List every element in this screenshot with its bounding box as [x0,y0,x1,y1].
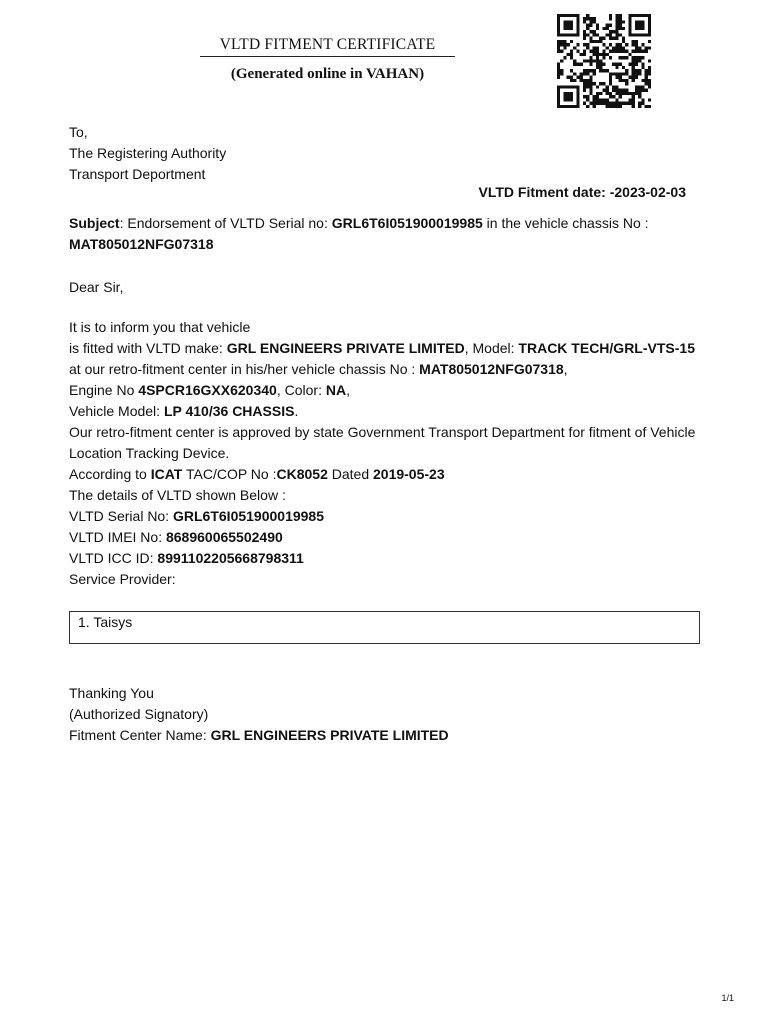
vltd-model: TRACK TECH/GRL-VTS-15 [518,340,695,356]
signatory-line: (Authorized Signatory) [69,706,209,722]
serial-label: VLTD Serial No: [69,508,173,524]
approval-text: Our retro-fitment center is approved by state Government Transport Department for fitment of Vehicle Location Tracking Device. [69,424,696,461]
color-suffix: , [346,382,350,398]
chassis-suffix: , [563,361,568,377]
fitment-center-line [69,725,709,746]
engine-prefix: Engine No [69,382,139,398]
engine-no: 4SPCR16GXX620340 [138,382,277,398]
service-provider-box [69,611,700,644]
certificate-subtitle: (Generated online in VAHAN) [230,66,425,82]
address-line1: The Registering Authority [69,145,227,161]
vmodel-prefix: Vehicle Model: [69,403,164,419]
body-paragraph [69,317,699,590]
according-prefix: According to [69,466,151,482]
vltd-icc: 8991102205668798311 [157,550,304,566]
certificate-title: VLTD FITMENT CERTIFICATE [200,36,455,57]
tac-prefix: TAC/COP No : [182,466,277,482]
center-name: GRL ENGINEERS PRIVATE LIMITED [210,727,449,743]
address-to: To, [69,124,88,140]
tac-no: CK8052 [276,466,328,482]
imei-line [69,527,699,548]
dated-prefix: Dated [327,466,373,482]
subject-serial: GRL6T6I051900019985 [331,215,483,231]
vehicle-color: NA [325,382,347,398]
address-block [69,122,709,185]
fitment-date: VLTD Fitment date: -2023-02-03 [478,184,686,200]
intro-line: It is to inform you that vehicle [69,319,251,335]
subject-chassis: MAT805012NFG07318 [69,236,214,252]
service-provider-label: Service Provider: [69,571,176,587]
thanks-line: Thanking You [69,685,154,701]
color-prefix: , Color: [276,382,326,398]
according-line [69,464,699,485]
vehicle-chassis: MAT805012NFG07318 [419,361,564,377]
service-provider-value: 1. Taisys [78,614,133,630]
model-prefix: , Model: [464,340,519,356]
icc-label: VLTD ICC ID: [69,550,158,566]
imei-label: VLTD IMEI No: [69,529,166,545]
make-prefix: is fitted with VLTD make: [69,340,227,356]
vltd-serial: GRL6T6I051900019985 [173,508,324,524]
details-heading: The details of VLTD shown Below : [69,487,286,503]
vltd-imei: 868960065502490 [165,529,283,545]
center-label: Fitment Center Name: [69,727,211,743]
fitment-details [69,338,699,380]
agency: ICAT [150,466,183,482]
subject-paragraph [69,213,694,255]
closing-block [69,683,709,746]
qr-code-icon [555,14,653,108]
address-line2: Transport Deportment [69,166,206,182]
vehicle-model: LP 410/36 CHASSIS [163,403,295,419]
subject-text-2: in the vehicle chassis No : [482,215,649,231]
icc-line [69,548,699,569]
subject-text-1: : Endorsement of VLTD Serial no: [119,215,332,231]
tac-date: 2019-05-23 [373,466,445,482]
vltd-make: GRL ENGINEERS PRIVATE LIMITED [226,340,465,356]
chassis-prefix: at our retro-fitment center in his/her vehicle chassis No : [69,361,420,377]
vmodel-suffix: . [294,403,299,419]
vehicle-model-line [69,401,699,422]
salutation: Dear Sir, [69,279,124,295]
serial-line [69,506,699,527]
page-number: 1/1 [721,993,734,1003]
subject-label: Subject [69,215,120,231]
engine-line [69,380,699,401]
